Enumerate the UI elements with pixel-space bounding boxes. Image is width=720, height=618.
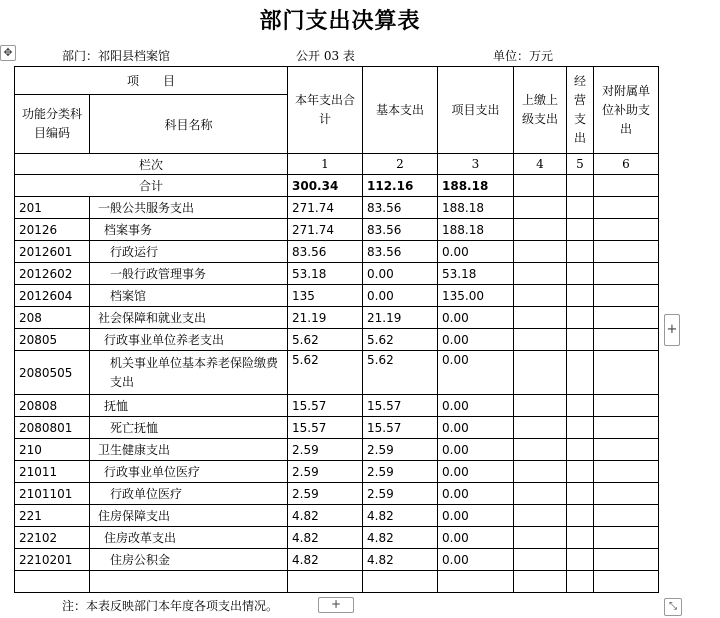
- table-row: 201 一般公共服务支出 271.74 83.56 188.18: [15, 197, 659, 219]
- table-row: 210 卫生健康支出 2.59 2.59 0.00: [15, 439, 659, 461]
- header-upper-payment: 上缴上级支出: [514, 67, 567, 154]
- table-row: 208 社会保障和就业支出 21.19 21.19 0.00: [15, 307, 659, 329]
- add-row-button[interactable]: +: [318, 597, 354, 613]
- empty-row: [15, 571, 659, 593]
- header-project-expenditure: 项目支出: [438, 67, 514, 154]
- colnum-3: 3: [438, 154, 514, 175]
- header-total: 本年支出合计: [288, 67, 363, 154]
- table-row: 2012604 档案馆 135 0.00 135.00: [15, 285, 659, 307]
- column-number-row: [15, 154, 659, 175]
- table-row: 21011 行政事业单位医疗 2.59 2.59 0.00: [15, 461, 659, 483]
- form-number: 公开 03 表: [296, 49, 355, 63]
- header-func-code: 功能分类科目编码: [15, 95, 90, 154]
- add-column-button[interactable]: +: [664, 314, 680, 346]
- header-subject-name: 科目名称: [90, 95, 288, 154]
- department-label: 部门：祁阳县档案馆: [62, 49, 171, 63]
- summary-row: [15, 175, 659, 197]
- table-row: 2012601 行政运行 83.56 83.56 0.00: [15, 241, 659, 263]
- table-move-handle-icon[interactable]: ✥: [0, 45, 16, 61]
- colnum-label: 栏次: [15, 154, 288, 175]
- unit-label: 单位：万元: [493, 49, 554, 63]
- table-row: 2210201 住房公积金 4.82 4.82 0.00: [15, 549, 659, 571]
- expenditure-table: [14, 66, 659, 593]
- summary-label: 合计: [15, 175, 288, 197]
- summary-project: 188.18: [438, 175, 514, 197]
- header-subsidiary: 对附属单位补助支出: [594, 67, 659, 154]
- document-title: 部门支出决算表: [259, 9, 421, 34]
- colnum-4: 4: [514, 154, 567, 175]
- colnum-2: 2: [363, 154, 438, 175]
- header-row-1: [15, 67, 659, 95]
- table-row: 2101101 行政单位医疗 2.59 2.59 0.00: [15, 483, 659, 505]
- table-row: 2080505 机关事业单位基本养老保险缴费支出 5.62 5.62 0.00: [15, 351, 659, 395]
- table-note: 注：本表反映部门本年度各项支出情况。: [62, 599, 279, 613]
- table-row: 22102 住房改革支出 4.82 4.82 0.00: [15, 527, 659, 549]
- table-row: 20808 抚恤 15.57 15.57 0.00: [15, 395, 659, 417]
- summary-basic: 112.16: [363, 175, 438, 197]
- header-operating: 经营支出: [567, 67, 594, 154]
- table-row: 221 住房保障支出 4.82 4.82 0.00: [15, 505, 659, 527]
- header-basic: 基本支出: [363, 67, 438, 154]
- table-row: 2080801 死亡抚恤 15.57 15.57 0.00: [15, 417, 659, 439]
- colnum-6: 6: [594, 154, 659, 175]
- table-row: 20126 档案事务 271.74 83.56 188.18: [15, 219, 659, 241]
- summary-total: 300.34: [288, 175, 363, 197]
- table-resize-handle-icon[interactable]: ⤡: [664, 598, 682, 616]
- table-row: 2012602 一般行政管理事务 53.18 0.00 53.18: [15, 263, 659, 285]
- colnum-5: 5: [567, 154, 594, 175]
- header-project: 项 目: [15, 67, 288, 95]
- table-row: 20805 行政事业单位养老支出 5.62 5.62 0.00: [15, 329, 659, 351]
- colnum-1: 1: [288, 154, 363, 175]
